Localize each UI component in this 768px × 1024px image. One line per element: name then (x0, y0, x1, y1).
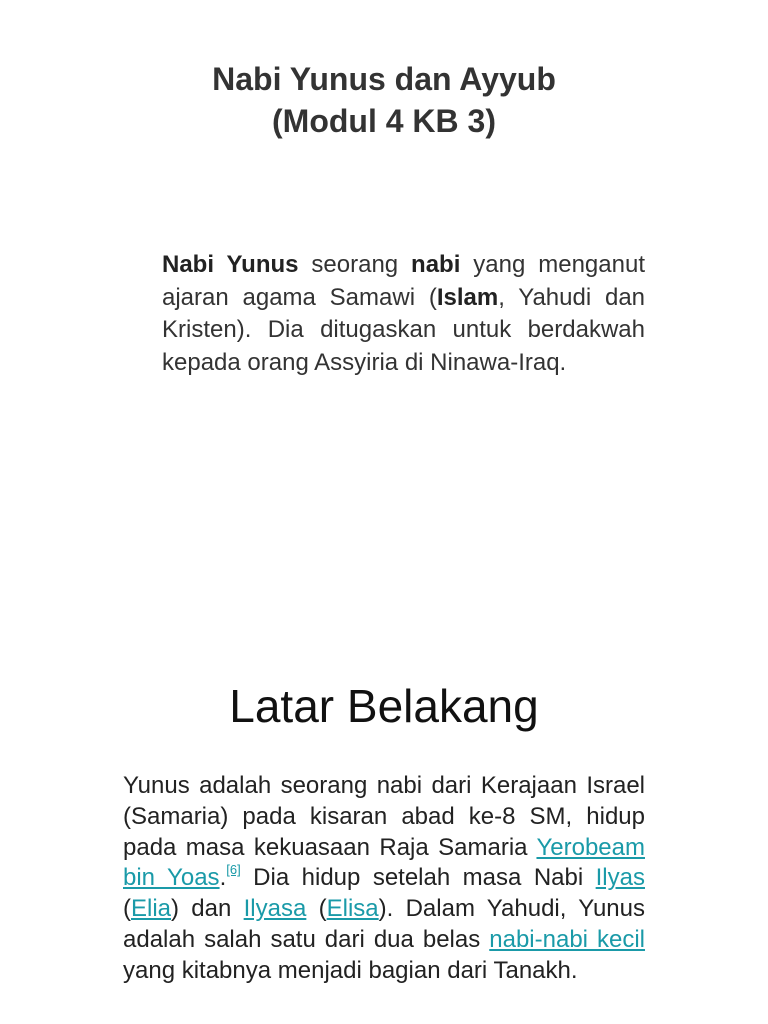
intro-text-2: yang menganut ajaran agama Samawi ( (162, 251, 645, 311)
intro-bold-islam: Islam (436, 283, 499, 311)
link-elia[interactable]: Elia (131, 895, 172, 923)
body-text-4: ( (123, 895, 131, 923)
reference-link-6[interactable]: [6] (226, 862, 241, 878)
body-text-7: ). Dalam Yahudi, Yunus adalah salah satu dari dua belas (123, 895, 645, 953)
reference-superscript (226, 862, 240, 877)
intro-bold-nabi-yunus: Nabi Yunus (162, 251, 299, 278)
link-ilyasa[interactable]: Ilyasa (243, 895, 307, 923)
section-heading-latar-belakang: Latar Belakang (229, 680, 539, 732)
body-paragraph (123, 771, 645, 987)
body-text-6: ( (306, 895, 327, 923)
body-text-1: Yunus adalah seorang nabi dari Kerajaan Israel (Samaria) pada kisaran abad ke-8 SM, hidup pada masa kekuasaan Raja Samaria (123, 772, 645, 861)
document-title (0, 58, 768, 142)
intro-text-1: seorang (298, 251, 412, 278)
body-text-8: yang kitabnya menjadi bagian dari Tanakh. (123, 956, 578, 984)
intro-paragraph (162, 249, 645, 379)
body-text-2: . (219, 864, 227, 892)
title-line-1: Nabi Yunus dan Ayyub (212, 61, 556, 97)
intro-text-3: , Yahudi dan Kristen). Dia ditugaskan untuk berdakwah kepada orang Assyiria di Ninawa-Iraq. (162, 283, 646, 376)
link-yerobeam-bin-yoas[interactable]: Yerobeam bin Yoas (123, 833, 645, 892)
intro-bold-nabi: nabi (411, 251, 461, 278)
link-nabi-nabi-kecil[interactable]: nabi-nabi kecil (489, 925, 646, 953)
link-ilyas[interactable]: Ilyas (595, 864, 645, 892)
link-elisa[interactable]: Elisa (326, 895, 379, 923)
title-line-2: (Modul 4 KB 3) (272, 103, 496, 139)
body-text-5: ) dan (171, 895, 244, 923)
body-text-3: Dia hidup setelah masa Nabi (240, 864, 596, 892)
